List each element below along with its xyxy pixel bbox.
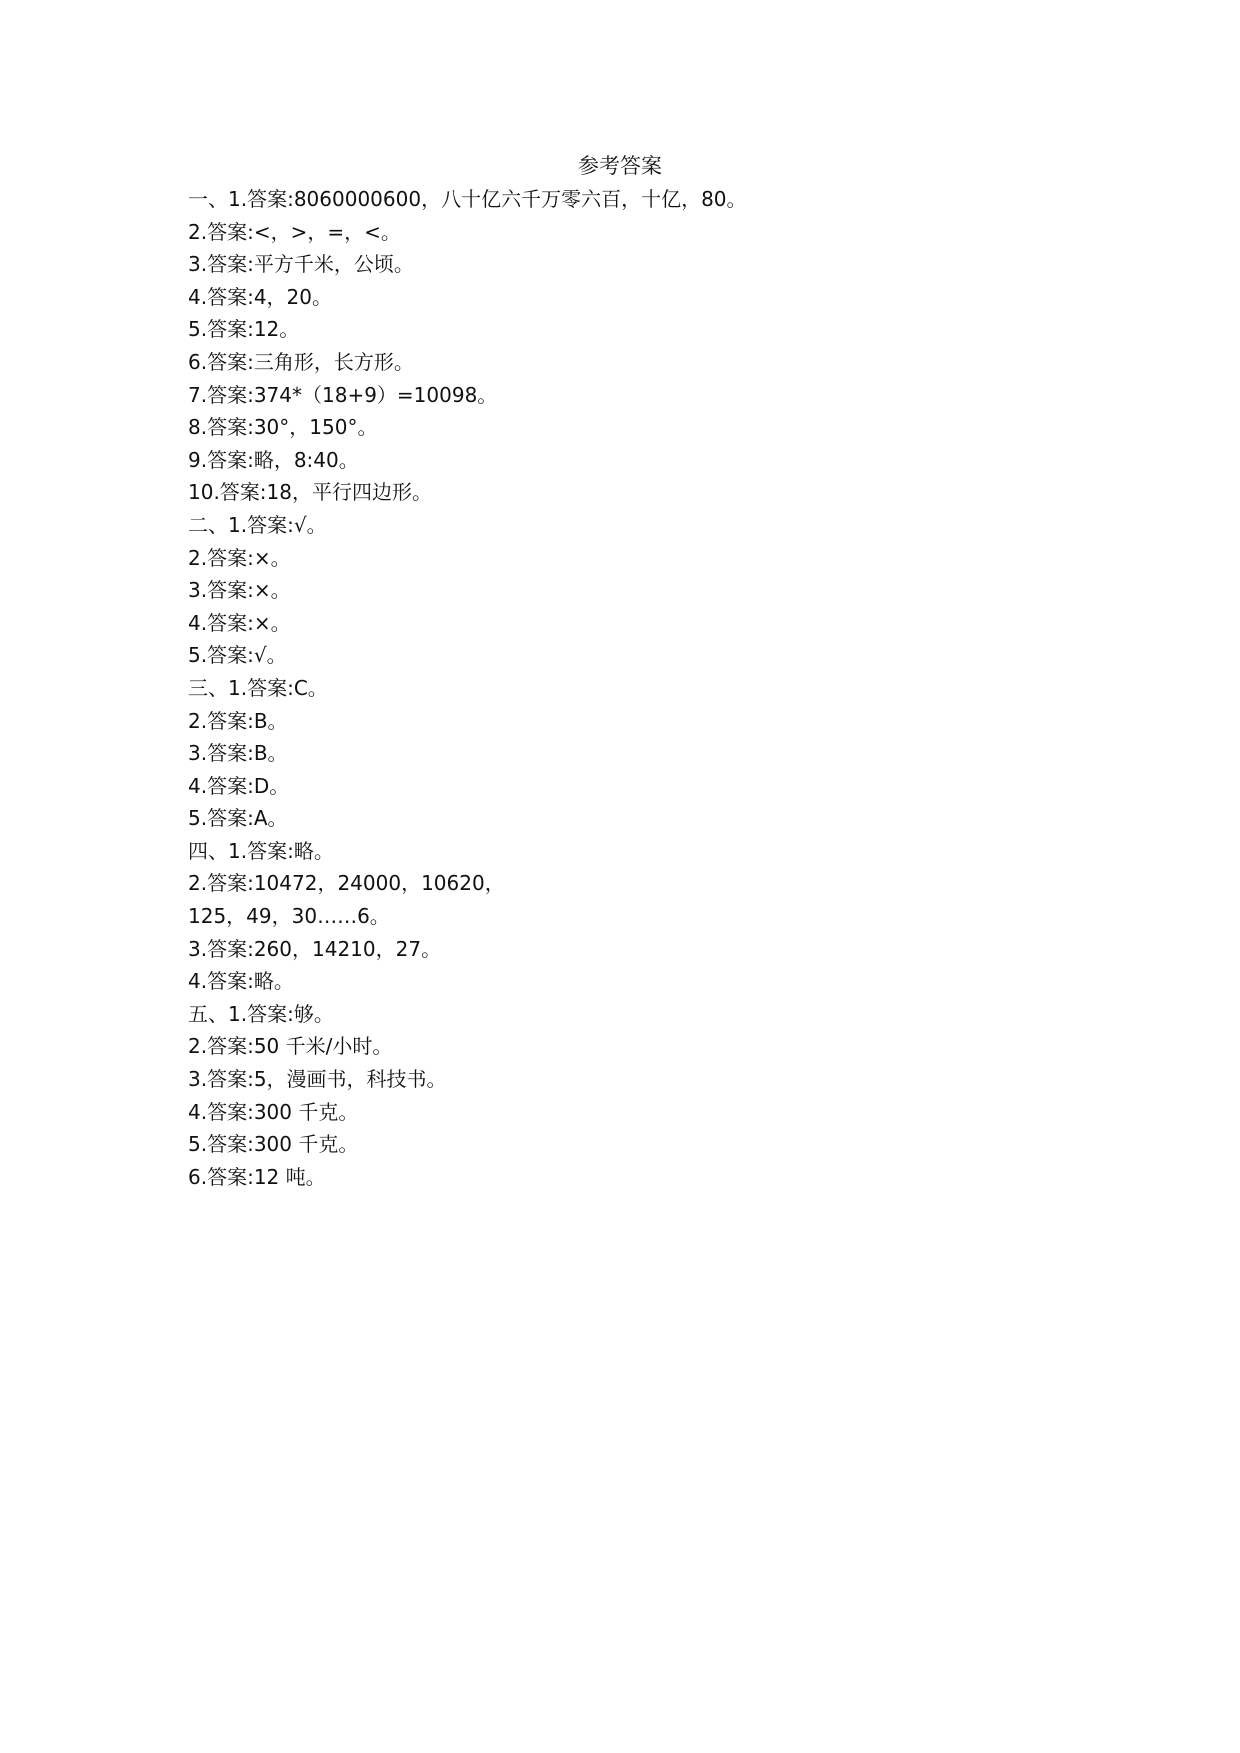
answer-line: 6.答案:三角形，长方形。 [188,349,414,374]
answer-line: 3.答案:5，漫画书，科技书。 [188,1067,447,1092]
answer-line: 10.答案:18，平行四边形。 [188,480,432,505]
answer-line: 9.答案:略，8:40。 [188,447,359,472]
answer-line: 5.答案:12。 [188,317,300,342]
answer-line: 3.答案:平方千米，公顷。 [188,252,414,277]
answer-list [188,183,1088,1193]
answer-line: 4.答案:略。 [188,969,294,994]
answer-line: 4.答案:D。 [188,773,290,798]
answer-line: 3.答案:260，14210，27。 [188,936,442,961]
answer-line: 8.答案:30°，150°。 [188,415,378,440]
answer-line: 2.答案:<，>，=，<。 [188,219,401,244]
answer-line: 4.答案:4，20。 [188,284,332,309]
answer-line: 6.答案:12 吨。 [188,1164,326,1189]
answer-line: 2.答案:B。 [188,708,288,733]
answer-line: 一、1.答案:8060000600，八十亿六千万零六百，十亿，80。 [188,187,747,211]
answer-line: 125，49，30……6。 [188,904,390,929]
answer-line: 3.答案:×。 [188,578,291,603]
answer-line: 5.答案:A。 [188,806,288,831]
answer-line: 三、1.答案:C。 [188,675,328,700]
answer-line: 2.答案:10472，24000，10620， [188,871,505,896]
answer-line: 4.答案:300 千克。 [188,1099,359,1124]
answer-line: 5.答案:300 千克。 [188,1132,359,1157]
answer-line: 5.答案:√。 [188,643,287,668]
answer-line: 四、1.答案:略。 [188,838,334,863]
answer-line: 4.答案:×。 [188,610,291,635]
answer-line: 7.答案:374*（18+9）=10098。 [188,382,498,407]
page-title: 参考答案 [578,154,662,178]
answer-line: 2.答案:50 千米/小时。 [188,1034,393,1059]
answer-line: 3.答案:B。 [188,741,288,766]
answer-line: 五、1.答案:够。 [188,1001,334,1026]
answer-line: 二、1.答案:√。 [188,512,327,537]
answer-line: 2.答案:×。 [188,545,291,570]
